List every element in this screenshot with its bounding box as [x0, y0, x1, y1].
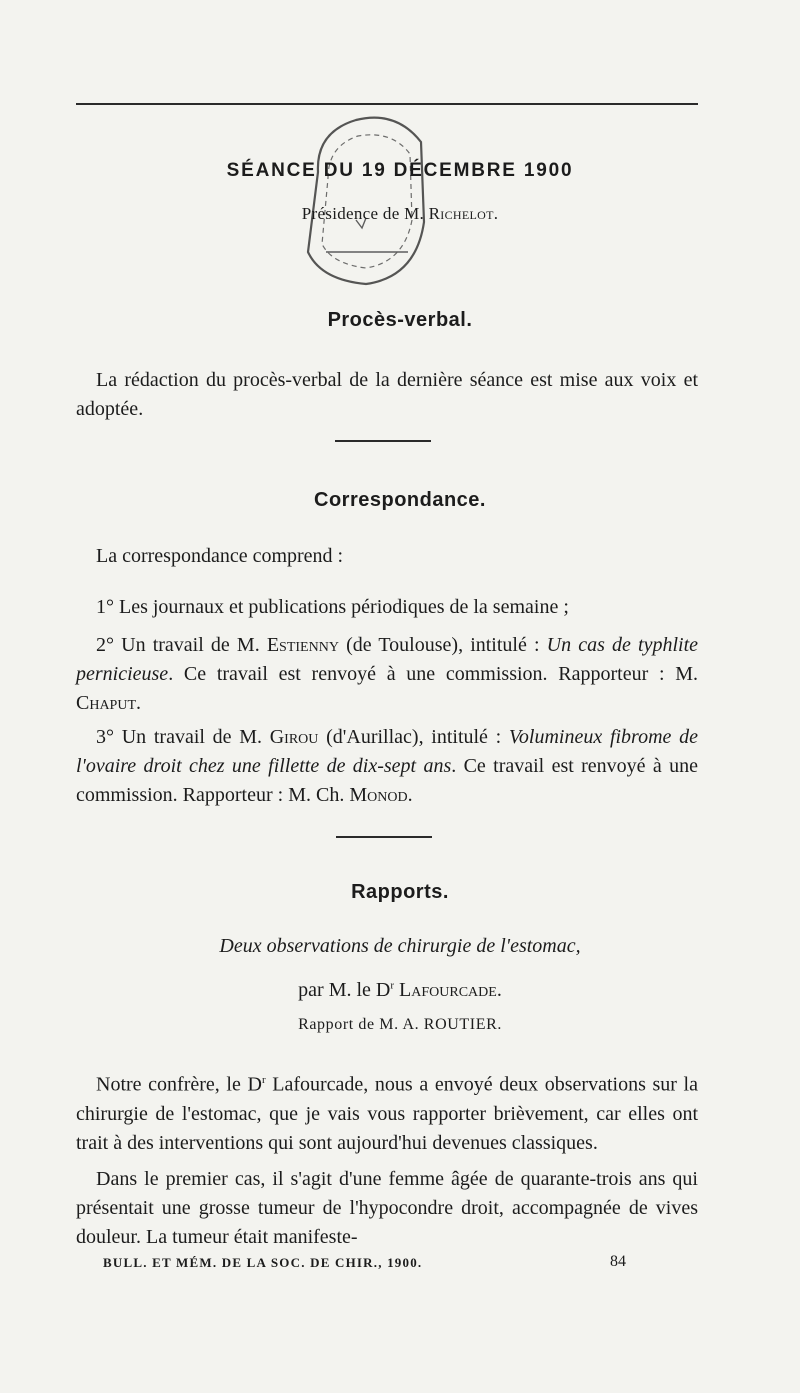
correspondance-item-3 — [76, 723, 698, 810]
para1-sup: r — [261, 1074, 266, 1086]
rapport-paragraph-1 — [76, 1066, 698, 1158]
president-name: Richelot — [428, 204, 494, 223]
rapport-paragraph-2: Dans le premier cas, il s'agit d'une femme âgée de quarante-trois ans qui présentait une grosse tumeur de l'hypocondre droit, accompagnée de vives douleur. La tumeur était manifeste- — [76, 1168, 698, 1248]
item2-end: . — [136, 692, 142, 714]
item2-suffix: . Ce travail est renvoyé à une commission. Rapporteur : M. — [168, 663, 698, 685]
item3-suffix: . Ce travail est renvoyé à une commission. Rapporteur : M. Ch. — [76, 755, 698, 806]
presidence-prefix: Présidence de M. — [301, 204, 429, 223]
correspondance-item-1: 1° Les journaux et publications périodiques de la semaine ; — [96, 596, 569, 618]
item2-title: Un cas de typhlite pernicieuse — [76, 634, 699, 685]
article-title: Deux observations de chirurgie de l'estomac, — [219, 935, 581, 957]
proces-verbal-heading: Procès-verbal. — [327, 309, 473, 331]
correspondance-intro: La correspondance comprend : — [96, 545, 344, 567]
item3-prefix: 3° Un travail de M. — [96, 726, 270, 748]
item3-title: Volumineux fibrome de l'ovaire droit chez une fillette de dix-sept ans — [76, 726, 699, 777]
seance-title: SÉANCE DU 19 DÉCEMBRE 1900 — [226, 160, 574, 181]
section-divider — [336, 836, 432, 838]
item2-author: Estienny — [266, 634, 339, 656]
library-stamp — [296, 102, 436, 292]
byline-sup: r — [390, 979, 395, 992]
article-byline — [0, 979, 800, 1002]
correspondance-item-2 — [76, 631, 698, 718]
rapports-heading: Rapports. — [351, 881, 449, 903]
item2-middle: (de Toulouse), intitulé : — [338, 634, 547, 656]
presidence-suffix: . — [493, 204, 499, 223]
byline-end: . — [496, 979, 502, 1001]
para1-prefix: Notre confrère, le D — [96, 1073, 262, 1096]
item3-rapporteur: Monod — [349, 784, 408, 806]
byline-name: Lafourcade — [399, 979, 497, 1001]
report-author: Rapport de M. A. ROUTIER. — [298, 1016, 502, 1033]
byline-prefix: par M. le D — [298, 979, 391, 1001]
proces-verbal-text: La rédaction du procès-verbal de la dernière séance est mise aux voix et adoptée. — [76, 369, 698, 420]
para1-rest: Lafourcade, nous a envoyé deux observations sur la chirurgie de l'estomac, que je vais vous rapporter brièvement, car elles ont trait à des interventions qui sont aujourd'hui devenues classiques. — [76, 1073, 698, 1154]
item2-prefix: 2° Un travail de M. — [96, 634, 267, 656]
page-number: 84 — [610, 1253, 626, 1270]
presidence-line — [0, 204, 800, 224]
item2-rapporteur: Chaput — [76, 692, 137, 714]
correspondance-heading: Correspondance. — [314, 489, 486, 511]
footer-journal: BULL. ET MÉM. DE LA SOC. DE CHIR., 1900. — [103, 1255, 423, 1270]
section-divider — [335, 440, 431, 442]
item3-author: Girou — [269, 726, 319, 748]
item3-middle: (d'Aurillac), intitulé : — [318, 726, 509, 748]
item3-end: . — [407, 784, 413, 806]
